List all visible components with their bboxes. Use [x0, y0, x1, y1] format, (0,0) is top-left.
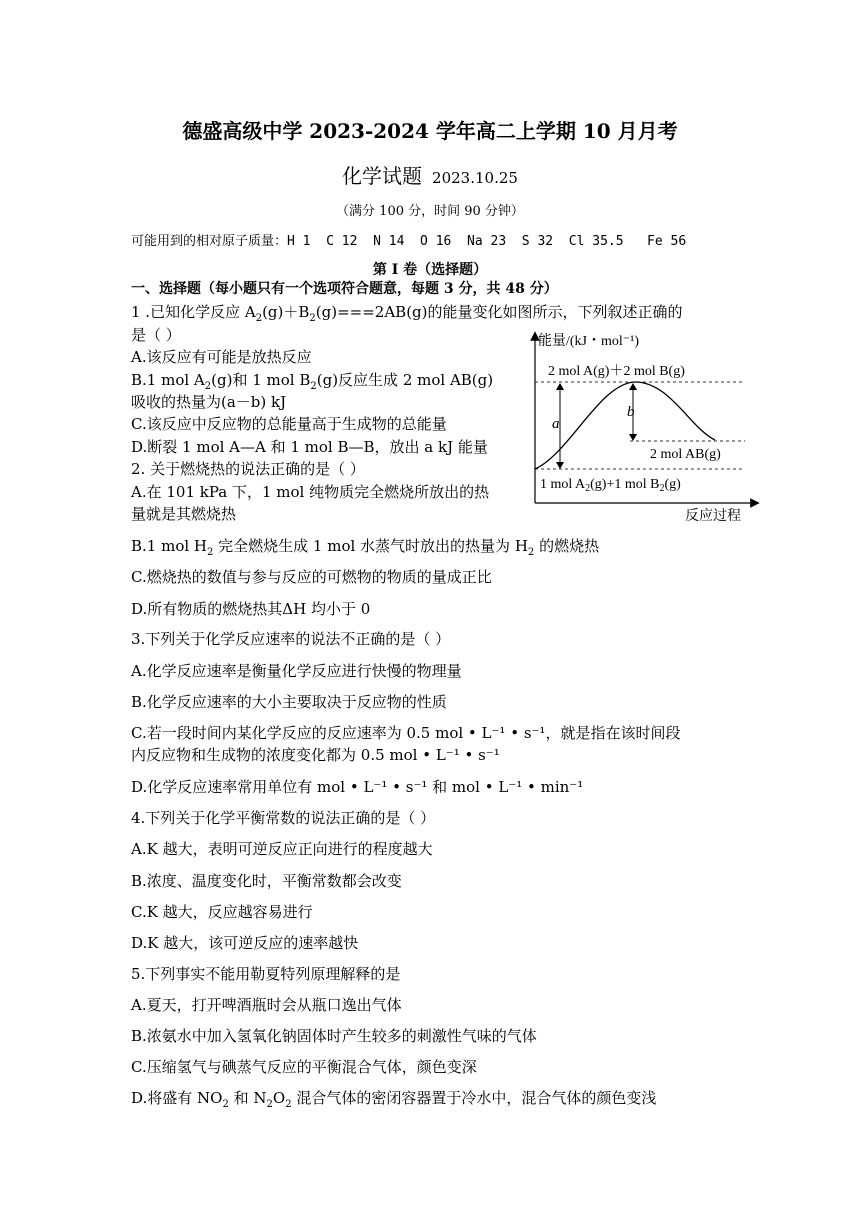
product-label: 2 mol AB(g): [650, 447, 721, 462]
q2-b-part: 的燃烧热: [534, 537, 600, 555]
subscript: 2: [309, 313, 316, 324]
reactant-label: [540, 477, 681, 494]
q1-option-d: D.断裂 1 mol A—A 和 1 mol B—B，放出 a kJ 能量: [131, 438, 488, 456]
q2-option-a-line2: 量就是其燃烧热: [131, 505, 237, 523]
instructions: 一、选择题（每小题只有一个选项符合题意，每题 3 分，共 48 分）: [131, 281, 558, 297]
q1-stem-line1: [131, 303, 683, 328]
q3-option-c-line2: 内反应物和生成物的浓度变化都为 0.5 mol • L⁻¹ • s⁻¹: [131, 746, 500, 764]
q5-option-a: A.夏天，打开啤酒瓶时会从瓶口逸出气体: [131, 996, 402, 1014]
subscript: 2: [207, 547, 214, 558]
q1-stem-part: 1 .已知化学反应 A: [131, 303, 256, 321]
atomic-masses: 可能用到的相对原子质量：H 1 C 12 N 14 O 16 Na 23 S 32 Cl 35.5 Fe 56: [131, 234, 687, 249]
q4-option-c: C.K 越大，反应越容易进行: [131, 903, 313, 921]
q3-option-d: D.化学反应速率常用单位有 mol • L⁻¹ • s⁻¹ 和 mol • L⁻¹ • min⁻¹: [131, 778, 584, 796]
q3-option-a: A.化学反应速率是衡量化学反应进行快慢的物理量: [131, 662, 462, 680]
subscript: 2: [255, 313, 263, 324]
q1-stem-part: (g)＋B: [262, 303, 310, 321]
q3-option-b: B.化学反应速率的大小主要取决于反应物的性质: [131, 693, 447, 711]
q2-option-c: C.燃烧热的数值与参与反应的可燃物的物质的量成正比: [131, 568, 492, 586]
q1-option-a: A.该反应有可能是放热反应: [131, 348, 312, 366]
q2-option-a-line1: A.在 101 kPa 下，1 mol 纯物质完全燃烧所放出的热: [131, 483, 490, 501]
q1-stem-line2: 是（ ）: [131, 326, 181, 344]
a-arrow-head-bottom: [556, 462, 564, 469]
section-title: 第 I 卷（选择题）: [372, 262, 488, 278]
exam-subtitle: [0, 160, 860, 189]
q3-stem: 3.下列关于化学反应速率的说法不正确的是（ ）: [131, 630, 451, 648]
subscript: 2: [285, 1099, 292, 1110]
q4-option-a: A.K 越大，表明可逆反应正向进行的程度越大: [131, 840, 433, 858]
q3-option-c-line1: C.若一段时间内某化学反应的反应速率为 0.5 mol • L⁻¹ • s⁻¹，就是指在该时间段: [131, 724, 681, 742]
reactant-label-part: (g): [664, 477, 681, 492]
q4-stem: 4.下列关于化学平衡常数的说法正确的是（ ）: [131, 809, 436, 827]
reactant-label-part: (g)+1 mol B: [590, 477, 660, 492]
energy-diagram: [530, 328, 760, 523]
q1-option-b-line2: 吸收的热量为(a－b) kJ: [131, 393, 287, 411]
q5-option-d: [131, 1089, 656, 1114]
q5-option-b: B.浓氨水中加入氢氧化钠固体时产生较多的刺激性气味的气体: [131, 1027, 537, 1045]
q2-b-part: 完全燃烧生成 1 mol 水蒸气时放出的热量为 H: [213, 537, 528, 555]
q5-stem: 5.下列事实不能用勒夏特列原理解释的是: [131, 965, 401, 983]
b-arrow-head-top: [629, 383, 637, 390]
q2-b-part: B.1 mol H: [131, 537, 208, 555]
b-label: b: [627, 404, 635, 420]
q1-stem-part: (g)===2AB(g)的能量变化如图所示，下列叙述正确的: [315, 303, 683, 321]
q5-d-part: D.将盛有 NO: [131, 1089, 223, 1107]
q5-d-part: 和 N: [228, 1089, 267, 1107]
q2-option-d: D.所有物质的燃烧热其ΔH 均小于 0: [131, 600, 371, 618]
subject-title: 化学试题: [342, 164, 423, 188]
q1-option-c: C.该反应中反应物的总能量高于生成物的总能量: [131, 415, 447, 433]
exam-date: 2023.10.25: [432, 169, 518, 187]
subscript: 2: [527, 547, 535, 558]
subscript: 2: [585, 483, 591, 494]
exam-note: （满分 100 分，时间 90 分钟）: [336, 204, 524, 219]
q2-stem: 2. 关于燃烧热的说法正确的是（ ）: [131, 460, 365, 478]
subscript: 2: [659, 483, 665, 494]
q5-option-c: C.压缩氢气与碘蒸气反应的平衡混合气体，颜色变深: [131, 1058, 477, 1076]
subscript: 2: [222, 1099, 229, 1110]
q5-d-part: O: [272, 1089, 286, 1107]
q1-b-part: B.1 mol A: [131, 371, 205, 389]
b-arrow-head-bottom: [629, 434, 637, 441]
subscript: 2: [204, 381, 212, 392]
a-arrow-head-top: [556, 383, 564, 390]
q4-option-b: B.浓度、温度变化时，平衡常数都会改变: [131, 872, 402, 890]
x-axis-label: 反应过程: [685, 509, 741, 523]
a-label: a: [552, 416, 560, 432]
subscript: 2: [310, 381, 317, 392]
q5-d-part: 混合气体的密闭容器置于冷水中，混合气体的颜色变浅: [291, 1089, 657, 1107]
q1-b-part: (g)反应生成 2 mol AB(g): [316, 371, 494, 389]
exam-title: 德盛高级中学 2023-2024 学年高二上学期 10 月月考: [182, 119, 678, 143]
q1-b-part: (g)和 1 mol B: [211, 371, 311, 389]
q2-option-b: [131, 537, 599, 562]
y-axis-label: 能量/(kJ・mol⁻¹): [538, 334, 640, 349]
peak-label: 2 mol A(g)＋2 mol B(g): [548, 364, 685, 379]
reactant-label-part: 1 mol A: [540, 477, 586, 492]
subscript: 2: [266, 1099, 273, 1110]
q4-option-d: D.K 越大，该可逆反应的速率越快: [131, 934, 359, 952]
